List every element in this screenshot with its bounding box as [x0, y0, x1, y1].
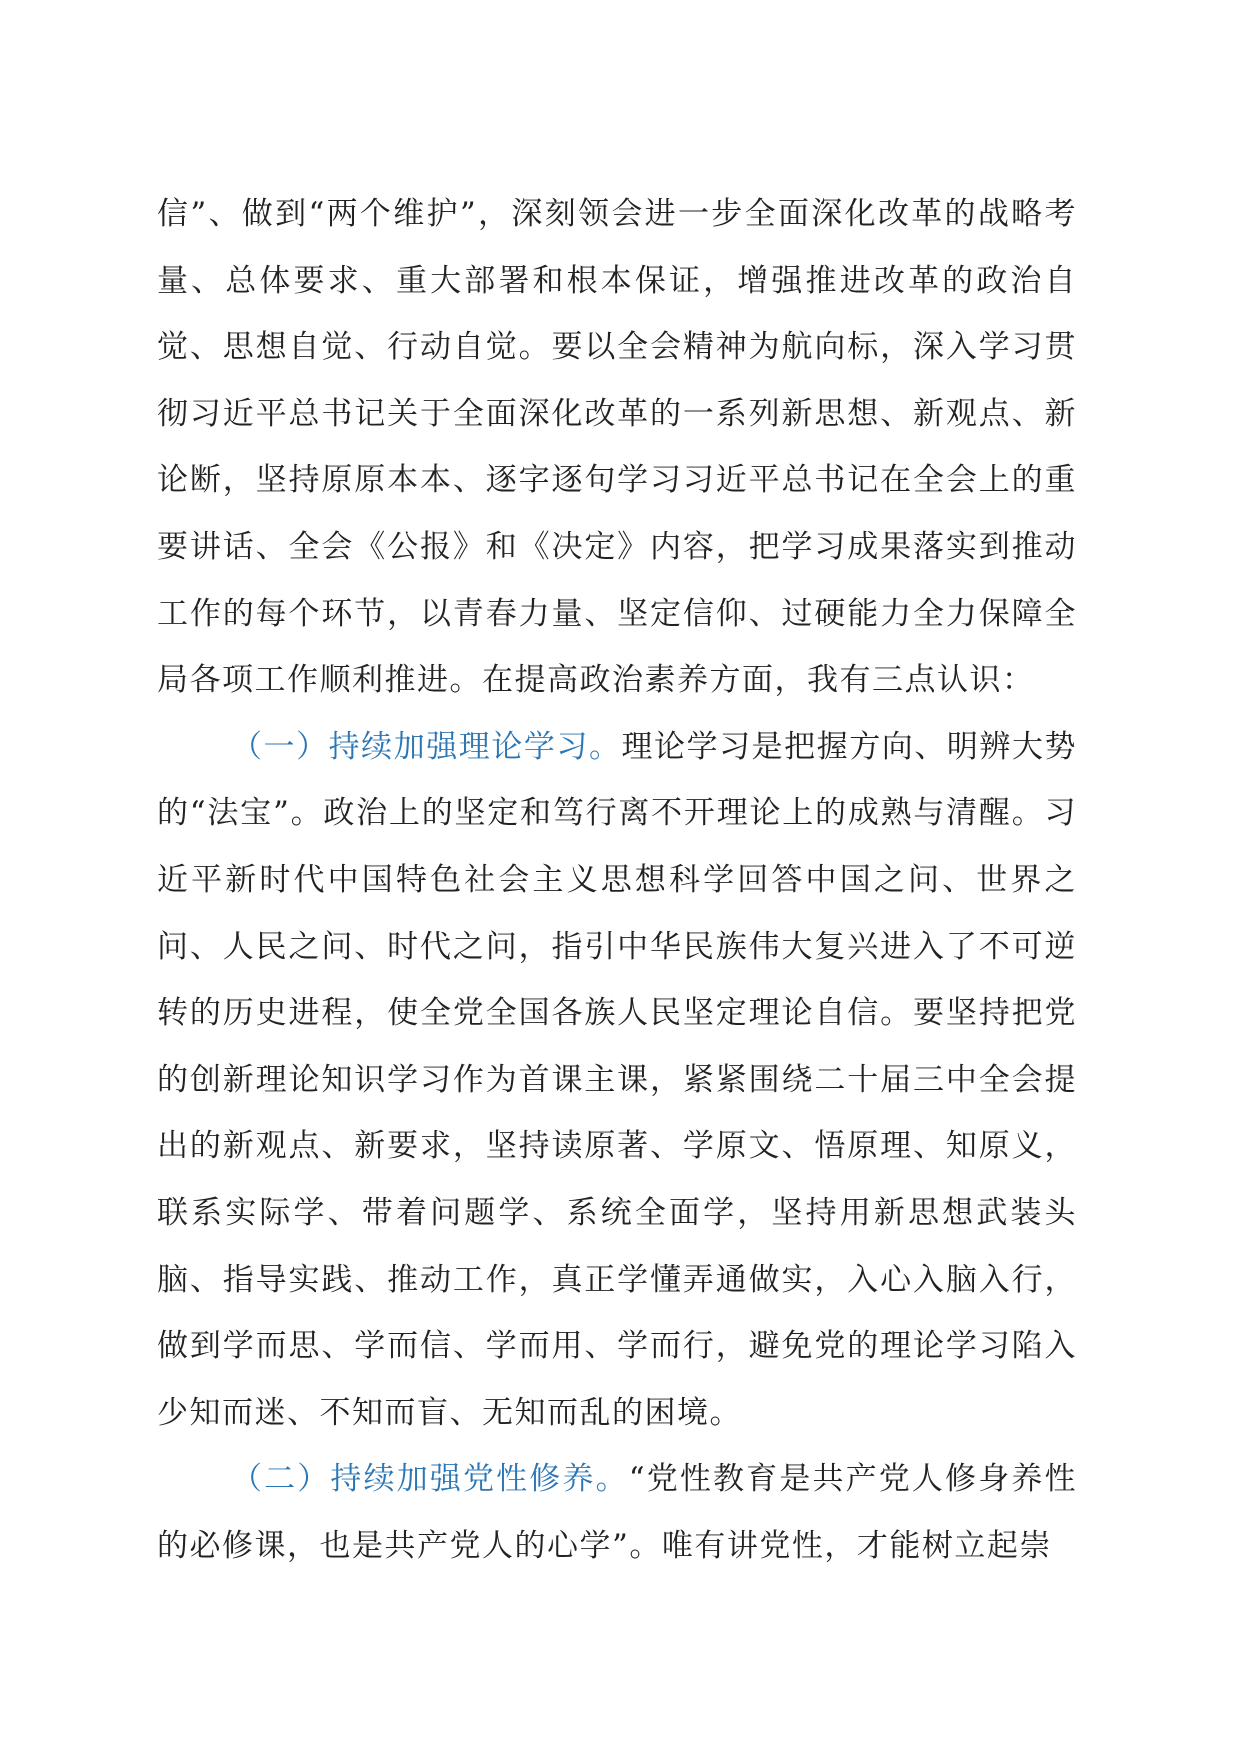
section-heading-party-spirit: （二）持续加强党性修养。 [231, 1461, 629, 1498]
section-body-theory-study: 理论学习是把握方向、明辨大势的“法宝”。政治上的坚定和笃行离不开理论上的成熟与清醒。习近平新时代中国特色社会主义思想科学回答中国之问、世界之问、人民之问、时代之问，指引中华民族伟大复兴进入了不可逆转的历史进程，使全党全国各族人民坚定理论自信。要坚持把党的创新理论知识学习作为首课主课，紧紧围绕二十届三中全会提出的新观点、新要求，坚持读原著、学原文、悟原理、知原义，联系实际学、带着问题学、系统全面学，坚持用新思想武装头脑、指导实践、推动工作，真正学懂弄通做实，入心入脑入行，做到学而思、学而信、学而用、学而行，避免党的理论学习陷入少知而迷、不知而盲、无知而乱的困境。 [157, 728, 1078, 1431]
section-theory-study [157, 714, 1077, 1447]
paragraph-continuation: 信”、做到“两个维护”，深刻领会进一步全面深化改革的战略考量、总体要求、重大部署和根本保证，增强推进改革的政治自觉、思想自觉、行动自觉。要以全会精神为航向标，深入学习贯彻习近平总书记关于全面深化改革的一系列新思想、新观点、新论断，坚持原原本本、逐字逐句学习习近平总书记在全会上的重要讲话、全会《公报》和《决定》内容，把学习成果落实到推动工作的每个环节，以青春力量、坚定信仰、过硬能力全力保障全局各项工作顺利推进。在提高政治素养方面，我有三点认识： [157, 196, 1077, 699]
document-body [157, 181, 1077, 1579]
section-body-party-spirit: “党性教育是共产党人修身养性的必修课，也是共产党人的心学”。唯有讲党性，才能树立起崇 [157, 1461, 1077, 1564]
section-party-spirit [157, 1446, 1077, 1579]
section-heading-theory-study: （一）持续加强理论学习。 [231, 728, 622, 765]
